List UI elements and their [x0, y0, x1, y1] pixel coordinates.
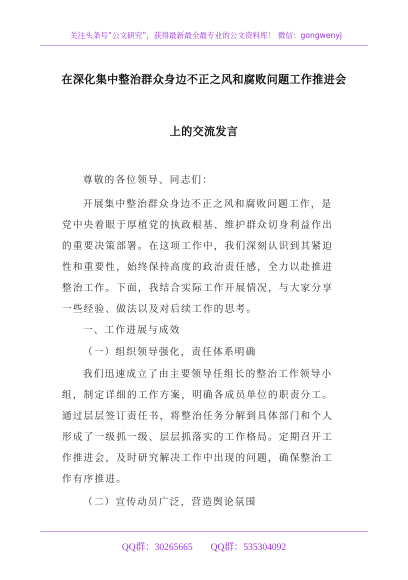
- paragraph-line: 通过层层签订责任书，将整治任务分解到具体部门和个人: [62, 411, 334, 422]
- paragraph-line: 我们迅速成立了由主要领导任组长的整治工作领导小: [83, 369, 333, 380]
- paragraph-line: 形成了一级抓一级、层层抓落实的工作格局。定期召开工: [62, 432, 334, 443]
- paragraph-line: 开展集中整治群众身边不正之风和腐败问题工作，是: [83, 199, 333, 210]
- paragraph-line: 作有序推进。: [62, 474, 128, 485]
- paragraph-line: 整治工作。下面，我结合实际工作开展情况，与大家分享: [62, 283, 334, 294]
- subsection-heading: （一）组织领导强化，责任体系明确: [83, 347, 257, 358]
- footer-divider: [40, 531, 368, 532]
- document-title-line-2: 上的交流发言: [169, 125, 239, 138]
- qq-group-1: QQ群：30265665: [121, 543, 193, 553]
- header-promo-text: 关注头条号“公文研究”，获得最新最全最专业的公文资料库！ 微信：gongwenyj: [70, 31, 342, 40]
- salutation: 尊敬的各位领导、同志们：: [83, 175, 214, 186]
- paragraph-line: 作推进会，及时研究解决工作中出现的问题，确保整治工: [62, 453, 334, 464]
- paragraph-line: 性和重要性，始终保持高度的政治责任感，全力以赴推进: [62, 262, 334, 273]
- document-title-line-1: 在深化集中整治群众身边不正之风和腐败问题工作推进会: [61, 73, 347, 86]
- header-divider: [40, 45, 368, 46]
- qq-group-2: QQ群：535304092: [210, 543, 287, 553]
- subsection-heading: （二）宣传动员广泛，营造舆论氛围: [83, 497, 257, 508]
- paragraph-line: 的重要决策部署。在这项工作中，我们深刻认识到其紧迫: [62, 241, 334, 252]
- paragraph-line: 一些经验、做法以及对后续工作的思考。: [62, 304, 258, 315]
- paragraph-line: 组，制定详细的工作方案，明确各成员单位的职责分工。: [62, 390, 334, 401]
- section-heading: 一、工作进展与成效: [83, 325, 181, 336]
- footer-contact: [0, 539, 408, 553]
- paragraph-line: 党中央着眼于厚植党的执政根基、维护群众切身利益作出: [62, 220, 334, 231]
